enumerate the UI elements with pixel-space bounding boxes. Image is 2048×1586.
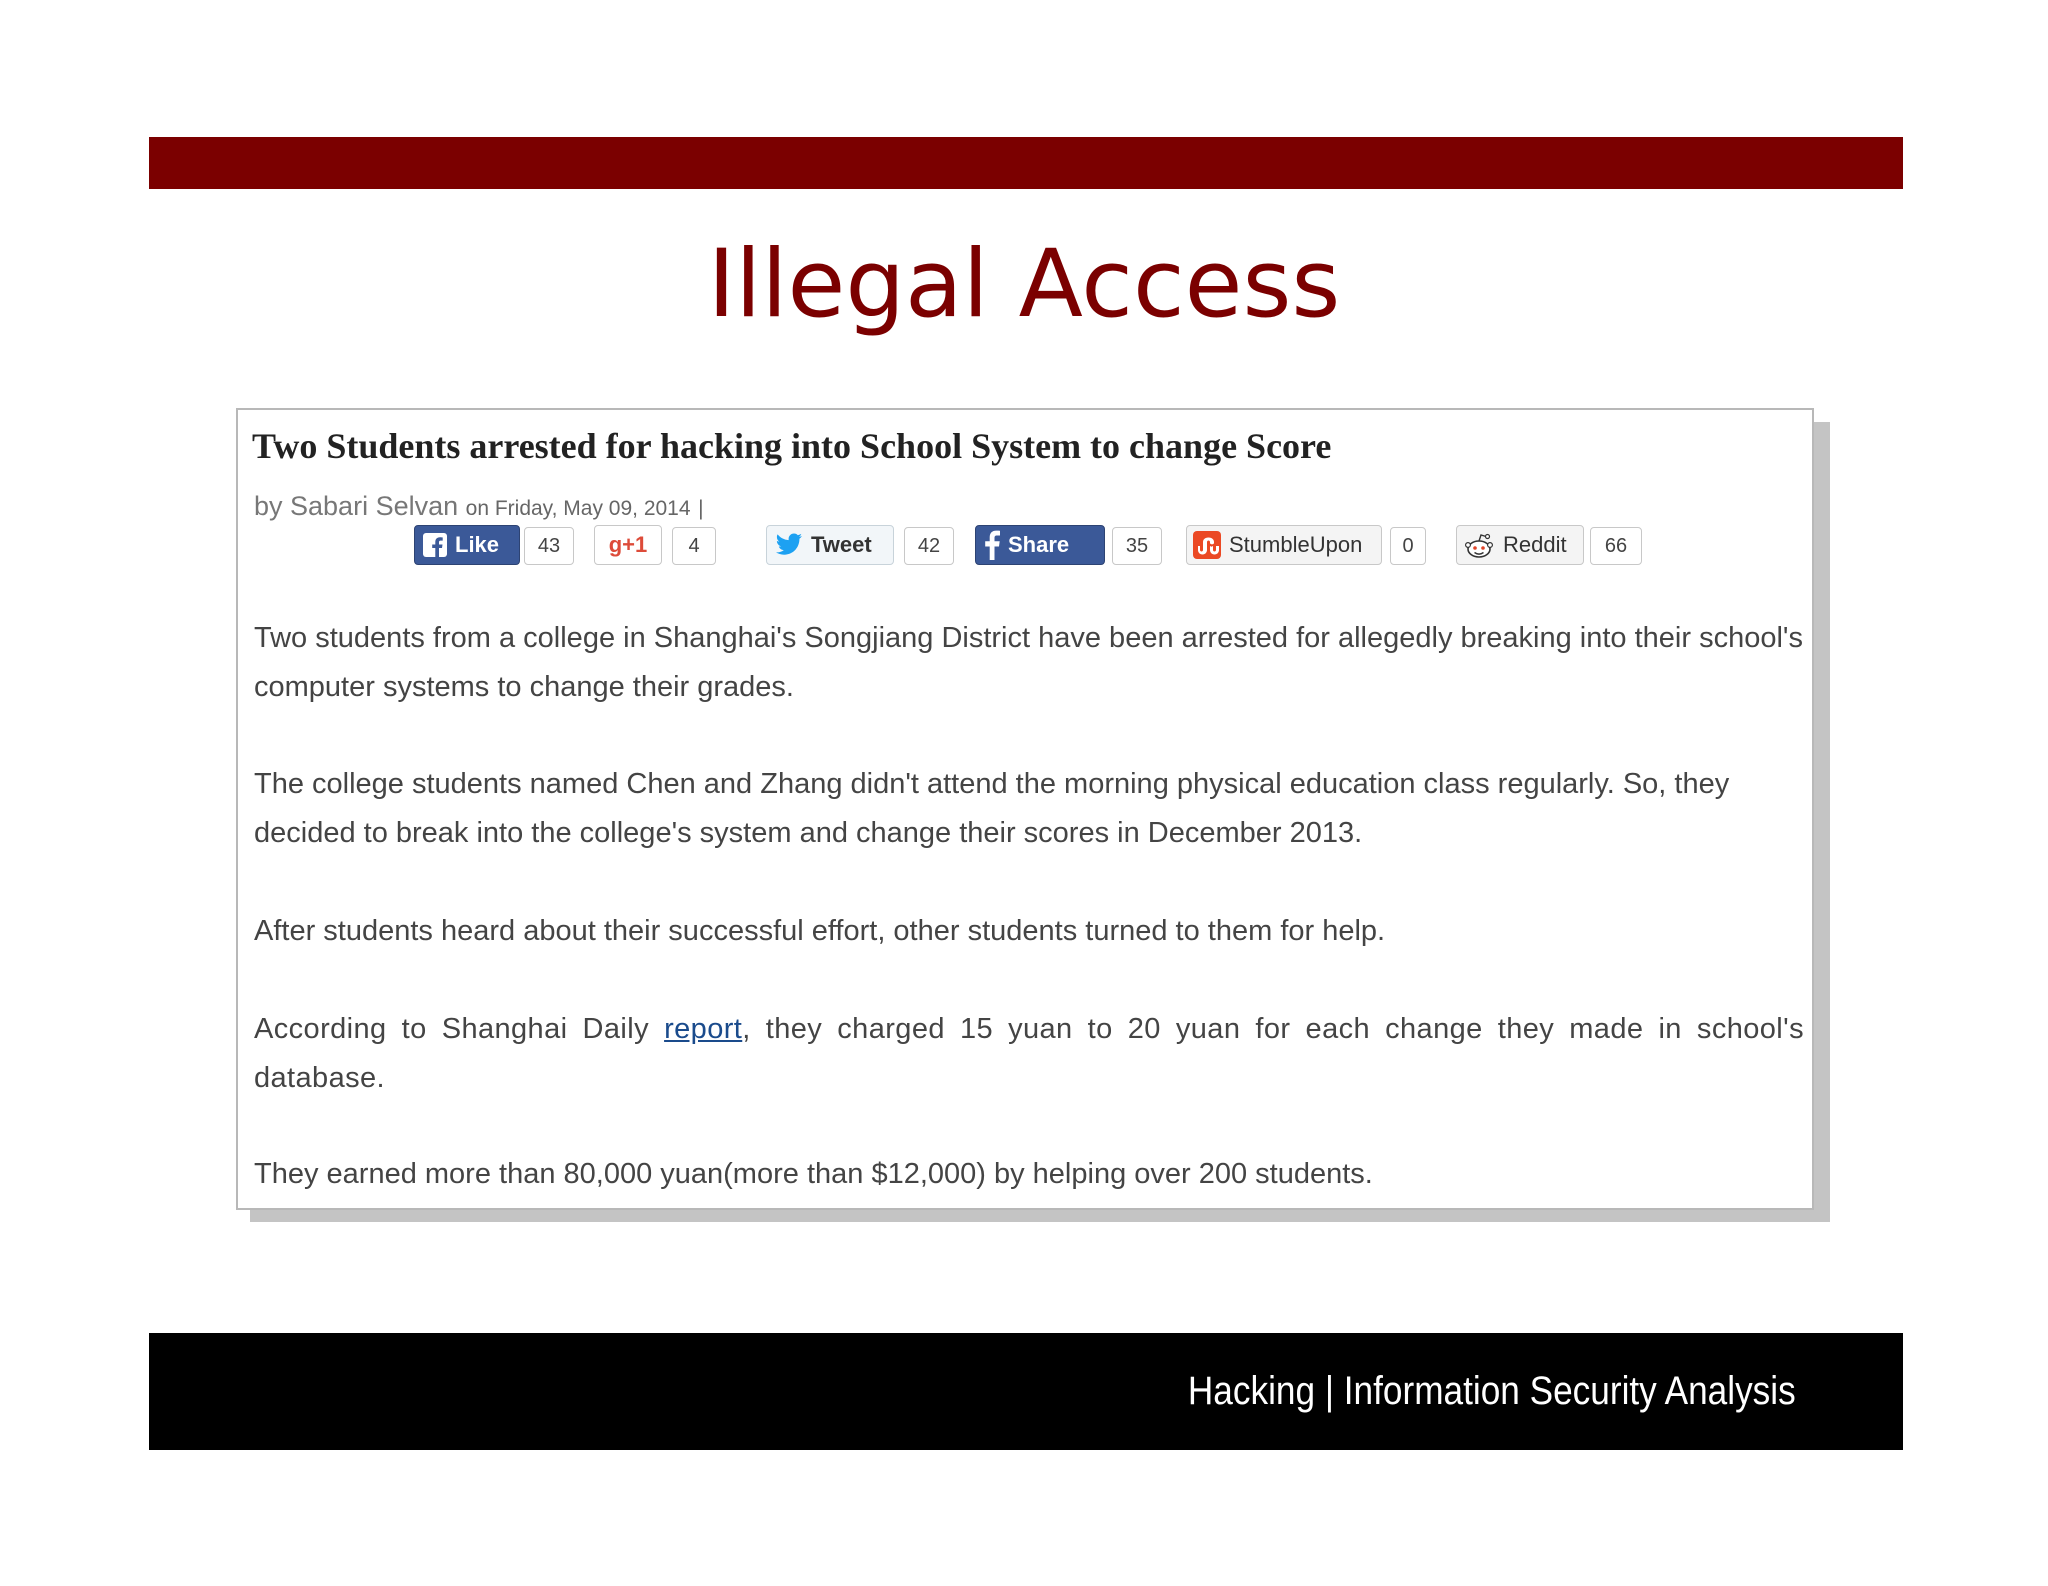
facebook-like-label: Like [455,532,500,557]
stumbleupon-label: StumbleUpon [1229,532,1363,557]
google-plus-label: g+1 [608,532,648,557]
paragraph-text: , they charged 15 yuan to 20 yuan for each change they made in school's database. [254,1013,1804,1094]
article-paragraph: Two students from a college in Shanghai's Songjiang District have been arrested for allegedly breaking into their school's computer systems to change their grades. [254,622,1803,703]
tweet-label: Tweet [811,532,872,557]
google-plus-count: 4 [672,527,716,565]
byline-author: by Sabari Selvan [254,491,459,521]
article-paragraph: After students heard about their successful effort, other students turned to them for help. [254,915,1386,947]
google-plus-button[interactable] [594,525,662,565]
tweet-count: 42 [904,527,954,565]
facebook-f-icon [984,530,1000,560]
byline-separator: | [698,497,704,520]
article-paragraph [254,1005,1804,1103]
article-headline: Two Students arrested for hacking into School System to change Score [252,426,1332,466]
reddit-alien-icon [1463,531,1495,559]
facebook-share-label: Share [1008,532,1070,557]
facebook-like-button[interactable] [414,525,520,565]
tweet-button[interactable] [766,525,894,565]
article-paragraph: The college students named Chen and Zhang didn't attend the morning physical education class regularly. So, they decided to break into the college's system and change their scores in December 2013. [254,768,1730,849]
facebook-icon [423,533,447,557]
article-paragraph: They earned more than 80,000 yuan(more than $12,000) by helping over 200 students. [254,1158,1373,1190]
top-accent-bar [149,137,1903,189]
slide-title: Illegal Access [707,230,1341,339]
facebook-share-count: 35 [1112,527,1162,565]
reddit-label: Reddit [1503,532,1567,557]
footer-bar [149,1333,1903,1450]
reddit-button[interactable] [1456,525,1584,565]
facebook-like-count: 43 [524,527,574,565]
byline-date: on Friday, May 09, 2014 [465,497,691,520]
paragraph-text: According to Shanghai Daily [254,1013,665,1045]
stumbleupon-button[interactable] [1186,525,1382,565]
share-buttons-row [238,525,1812,569]
reddit-count: 66 [1590,527,1642,565]
article-byline [254,486,704,529]
report-link[interactable]: report [664,1013,743,1045]
stumbleupon-count: 0 [1390,527,1426,565]
footer-text: Hacking | Information Security Analysis [1188,1369,1796,1413]
stumbleupon-icon [1193,531,1221,559]
twitter-bird-icon [775,533,803,557]
article-screenshot [236,408,1814,1210]
facebook-share-button[interactable] [975,525,1105,565]
